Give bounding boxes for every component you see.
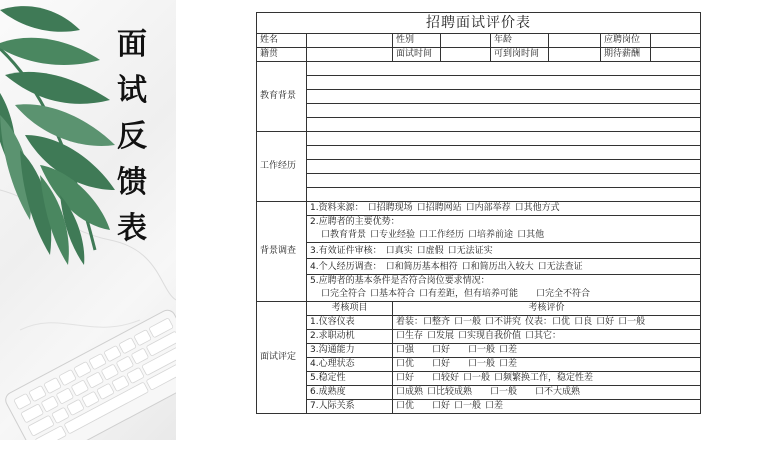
education-label: 教育背景 xyxy=(257,62,307,132)
work-line[interactable] xyxy=(307,188,701,202)
evaluation-item: 3.沟通能力 xyxy=(307,344,393,358)
gender-value[interactable] xyxy=(441,34,491,48)
work-label: 工作经历 xyxy=(257,132,307,202)
side-title-char: 面 xyxy=(117,27,147,62)
salary-value[interactable] xyxy=(651,48,701,62)
decorative-left-panel xyxy=(0,0,176,440)
fit-question: 5.应聘者的基本条件是否符合岗位要求情况： xyxy=(307,275,701,289)
side-title-char: 反 xyxy=(117,119,147,154)
side-title xyxy=(112,22,152,252)
evaluation-options[interactable]: 着装：口整齐 口一般 口不讲究 仪表：口优 口良 口好 口一般 xyxy=(393,316,701,330)
evaluation-item: 4.心理状态 xyxy=(307,358,393,372)
evaluation-options[interactable]: 口强 口好 口一般 口差 xyxy=(393,344,701,358)
work-line[interactable] xyxy=(307,174,701,188)
evaluation-options[interactable]: 口生存 口发展 口实现自我价值 口其它： xyxy=(393,330,701,344)
gender-label: 性别 xyxy=(393,34,441,48)
source-question: 1.资料来源： 口招聘现场 口招聘网站 口内部举荐 口其他方式 xyxy=(307,202,701,216)
side-title-char: 试 xyxy=(117,73,147,108)
work-line[interactable] xyxy=(307,132,701,146)
name-label: 姓名 xyxy=(257,34,307,48)
fit-options[interactable]: 口完全符合 口基本符合 口有差距，但有培养可能 口完全不符合 xyxy=(307,288,701,302)
evaluation-item: 5.稳定性 xyxy=(307,372,393,386)
age-value[interactable] xyxy=(549,34,601,48)
evaluation-item: 1.仪容仪表 xyxy=(307,316,393,330)
available-time-value[interactable] xyxy=(549,48,601,62)
side-title-char: 馈 xyxy=(117,165,147,200)
evaluation-label: 面试评定 xyxy=(257,302,307,414)
education-line[interactable] xyxy=(307,76,701,90)
work-line[interactable] xyxy=(307,146,701,160)
strengths-question: 2.应聘者的主要优势： xyxy=(307,216,701,230)
evaluation-item: 6.成熟度 xyxy=(307,386,393,400)
evaluation-item: 2.求职动机 xyxy=(307,330,393,344)
education-line[interactable] xyxy=(307,62,701,76)
interview-evaluation-form xyxy=(256,12,700,452)
evaluation-item: 7.人际关系 xyxy=(307,400,393,414)
side-title-char: 表 xyxy=(117,211,147,246)
item-header: 考核项目 xyxy=(307,302,393,316)
education-line[interactable] xyxy=(307,90,701,104)
certificate-question[interactable]: 3.有效证件审核： 口真实 口虚假 口无法证实 xyxy=(307,245,701,259)
position-value[interactable] xyxy=(651,34,701,48)
background-label: 背景调查 xyxy=(257,202,307,302)
evaluation-options[interactable]: 口优 口好 口一般 口差 xyxy=(393,358,701,372)
form-title: 招聘面试评价表 xyxy=(257,13,701,34)
work-line[interactable] xyxy=(307,160,701,174)
comment-header: 考核评价 xyxy=(393,302,701,316)
available-time-label: 可到岗时间 xyxy=(491,48,549,62)
evaluation-options[interactable]: 口好 口较好 口一般 口频繁换工作，稳定性差 xyxy=(393,372,701,386)
education-line[interactable] xyxy=(307,104,701,118)
origin-label: 籍贯 xyxy=(257,48,307,62)
education-line[interactable] xyxy=(307,118,701,132)
keyboard-illustration xyxy=(3,307,176,440)
age-label: 年龄 xyxy=(491,34,549,48)
salary-label: 期待薪酬 xyxy=(601,48,651,62)
position-label: 应聘岗位 xyxy=(601,34,651,48)
evaluation-options[interactable]: 口优 口好 口一般 口差 xyxy=(393,400,701,414)
strengths-options[interactable]: 口教育背景 口专业经验 口工作经历 口培养前途 口其他 xyxy=(307,229,701,243)
name-value[interactable] xyxy=(307,34,393,48)
palm-leaf-illustration xyxy=(0,6,115,265)
experience-question[interactable]: 4.个人经历调查： 口和简历基本相符 口和简历出入较大 口无法查证 xyxy=(307,261,701,275)
evaluation-options[interactable]: 口成熟 口比较成熟 口一般 口不大成熟 xyxy=(393,386,701,400)
interview-time-label: 面试时间 xyxy=(393,48,441,62)
interview-time-value[interactable] xyxy=(441,48,491,62)
origin-value[interactable] xyxy=(307,48,393,62)
